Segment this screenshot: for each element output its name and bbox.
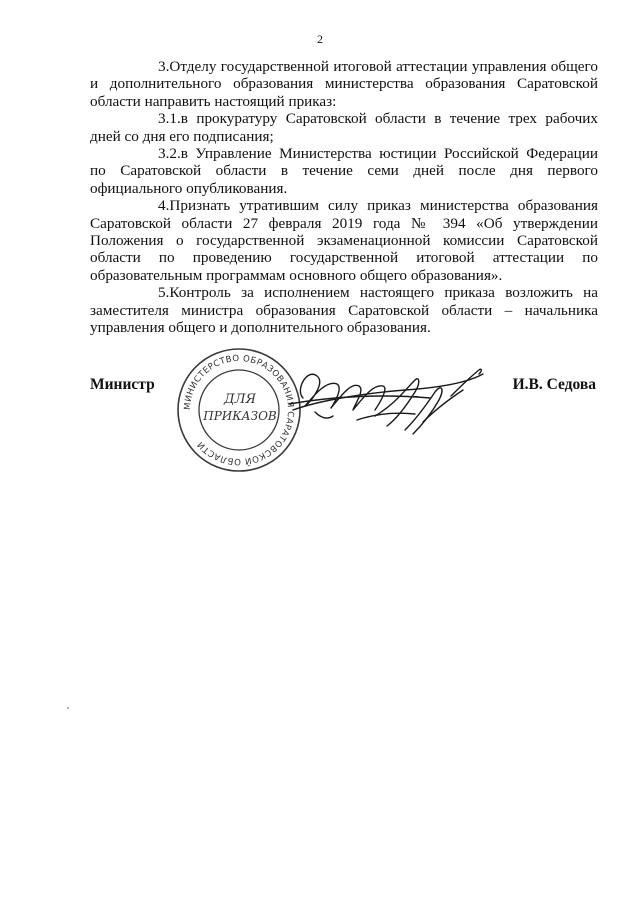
- stamp-ring-text: МИНИСТЕРСТВО ОБРАЗОВАНИЯ САРАТОВСКОЙ ОБЛАСТИ: [182, 353, 296, 467]
- paragraph-5: [90, 284, 598, 336]
- paragraph-number: 3.1.: [158, 110, 181, 128]
- paragraph-text: Контроль за исполнением настоящего приказа возложить на заместителя министра образования Саратовской области – начальника управления общего и дополнительного образования.: [90, 284, 598, 337]
- paragraph-number: 3.: [158, 58, 170, 75]
- paragraph-number: 5.: [158, 284, 170, 302]
- handwritten-signature: [255, 360, 490, 440]
- paragraph-3-2: [90, 145, 598, 197]
- paragraph-text: в Управление Министерства юстиции Российской Федерации по Саратовской области в течение семи дней после дня первого официального опубликования.: [90, 145, 598, 197]
- stamp-line-2: ПРИКАЗОВ: [203, 409, 277, 423]
- paragraph-3-1: [90, 110, 598, 145]
- paragraph-number: 4.: [158, 197, 170, 215]
- paragraph-3: [90, 58, 598, 110]
- paragraph-text: Признать утратившим силу приказ министерства образования Саратовской области 27 февраля 2019 года № 394 «Об утверждении Положения о государственной экзаменационной комиссии Саратовской области по проведению государственной итоговой аттестации по образовательным программам основного общего образования».: [90, 197, 598, 284]
- stamp-line-1: ДЛЯ: [224, 392, 256, 407]
- scan-speck: [67, 707, 69, 709]
- paragraph-text: в прокуратуру Саратовской области в течение трех рабочих дней со дня его подписания;: [90, 110, 598, 145]
- paragraph-text: Отделу государственной итоговой аттестации управления общего и дополнительного образования министерства образования Саратовской области направить настоящий приказ:: [90, 58, 598, 110]
- page-number: 2: [317, 32, 323, 46]
- paragraph-number: 3.2.: [158, 145, 181, 163]
- signature-line: [408, 396, 418, 397]
- signatory-name: И.В. Седова: [512, 376, 596, 393]
- document-body: [90, 58, 598, 337]
- signatory-title: Министр: [90, 376, 155, 393]
- paragraph-4: [90, 197, 598, 284]
